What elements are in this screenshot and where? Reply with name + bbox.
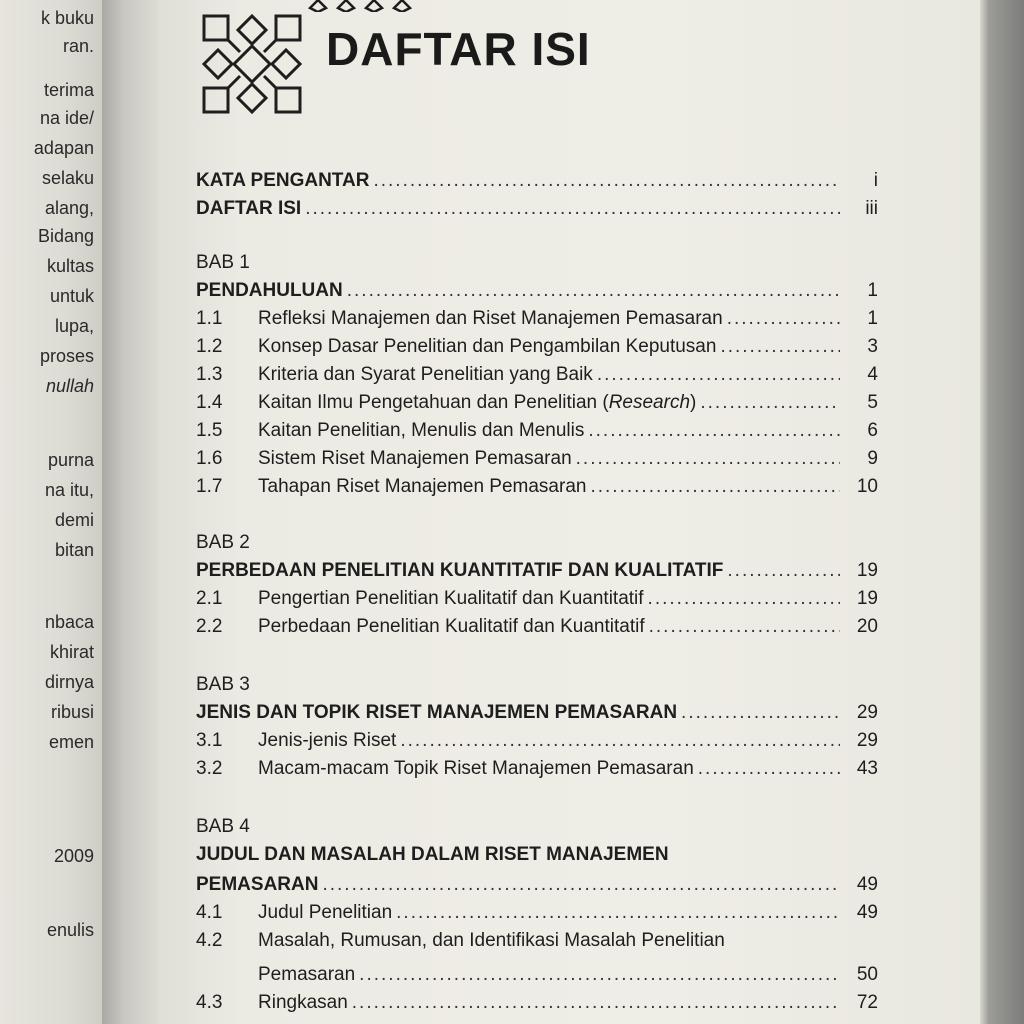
page-number: 4 xyxy=(867,364,878,385)
entry-label xyxy=(258,390,696,416)
page-number: 50 xyxy=(856,964,878,985)
page-number: i xyxy=(873,170,878,191)
left-page-text-fragment: demi xyxy=(54,510,94,530)
left-page-text-fragment: selaku xyxy=(41,168,94,188)
chapter-title-line: JUDUL DAN MASALAH DALAM RISET MANAJEMEN xyxy=(196,844,669,865)
chapter-number: BAB 2 xyxy=(196,532,250,553)
section-entry xyxy=(196,334,878,360)
entry-label: Kriteria dan Syarat Penelitian yang Baik xyxy=(258,364,593,385)
section-entry xyxy=(196,614,878,640)
section-entry xyxy=(196,990,878,1016)
dot-leader xyxy=(681,700,840,726)
page-number: 43 xyxy=(856,758,878,779)
dot-leader xyxy=(597,362,840,388)
left-page-text-fragment: enulis xyxy=(46,920,94,940)
dot-leader xyxy=(347,278,840,304)
dot-leader xyxy=(727,306,840,332)
entry-label: PENDAHULUAN xyxy=(196,280,343,301)
dot-leader xyxy=(359,962,840,988)
chapter-title-entry xyxy=(196,872,878,898)
entry-label: Perbedaan Penelitian Kualitatif dan Kuantitatif xyxy=(258,616,645,637)
dot-leader xyxy=(700,390,840,416)
section-number: 4.2 xyxy=(196,930,223,951)
chapter-title-entry xyxy=(196,278,878,304)
dot-leader xyxy=(322,872,840,898)
page-number: 49 xyxy=(856,902,878,923)
dot-leader xyxy=(352,990,840,1016)
page-number: 1 xyxy=(867,308,878,329)
section-number: 1.2 xyxy=(196,336,223,357)
entry-label: Macam-macam Topik Riset Manajemen Pemasaran xyxy=(258,758,694,779)
chapter-title-entry xyxy=(196,558,878,584)
section-entry xyxy=(196,756,878,782)
entry-label-italic: Research xyxy=(608,392,691,413)
section-number: 1.3 xyxy=(196,364,223,385)
section-number: 3.2 xyxy=(196,758,223,779)
section-number: 1.7 xyxy=(196,476,223,497)
left-page-text-fragment: lupa, xyxy=(54,316,94,336)
chapter-number: BAB 4 xyxy=(196,816,250,837)
entry-label: PERBEDAAN PENELITIAN KUANTITATIF DAN KUALITATIF xyxy=(196,560,724,581)
page-number: 29 xyxy=(856,702,878,723)
dot-leader xyxy=(576,446,840,472)
toc-entry-front xyxy=(196,196,878,222)
section-number: 4.3 xyxy=(196,992,223,1013)
section-entry xyxy=(196,586,878,612)
page-number: 3 xyxy=(867,336,878,357)
section-entry xyxy=(196,900,878,926)
section-number: 3.1 xyxy=(196,730,223,751)
section-entry-continued xyxy=(258,962,878,988)
dot-leader xyxy=(698,756,840,782)
entry-label: Ringkasan xyxy=(258,992,348,1013)
page-number: 72 xyxy=(856,992,878,1013)
left-page-text-fragment: Bidang xyxy=(37,226,94,246)
toc-entry-front xyxy=(196,168,878,194)
section-entry xyxy=(196,362,878,388)
dot-leader xyxy=(649,614,840,640)
entry-label: Refleksi Manajemen dan Riset Manajemen Pemasaran xyxy=(258,308,723,329)
entry-label: Pengertian Penelitian Kualitatif dan Kuantitatif xyxy=(258,588,644,609)
left-page-text-fragment: ran. xyxy=(62,36,94,56)
dot-leader xyxy=(396,900,840,926)
chapter-number: BAB 3 xyxy=(196,674,250,695)
entry-label: JENIS DAN TOPIK RISET MANAJEMEN PEMASARAN xyxy=(196,702,678,723)
section-number: 1.6 xyxy=(196,448,223,469)
dot-leader xyxy=(727,558,840,584)
left-page-text-fragment: na ide/ xyxy=(39,108,94,128)
section-entry xyxy=(196,728,878,754)
page-number: 49 xyxy=(856,874,878,895)
left-page-text-fragment: dirnya xyxy=(44,672,94,692)
dot-leader xyxy=(373,168,840,194)
entry-label-part: Kaitan Ilmu Pengetahuan dan Penelitian ( xyxy=(258,392,609,413)
left-page-text-fragment: nbaca xyxy=(44,612,94,632)
book-gutter xyxy=(102,0,158,1024)
left-page-text-fragment: k buku xyxy=(40,8,94,28)
left-page-text-fragment: adapan xyxy=(33,138,94,158)
page-number: 10 xyxy=(856,476,878,497)
entry-label: PEMASARAN xyxy=(196,874,319,895)
section-entry xyxy=(196,306,878,332)
section-entry xyxy=(196,418,878,444)
left-page-text-fragment: alang, xyxy=(44,198,94,218)
dot-leader xyxy=(720,334,840,360)
left-page-text-fragment: nullah xyxy=(45,376,94,396)
dot-leader xyxy=(648,586,840,612)
entry-label: Sistem Riset Manajemen Pemasaran xyxy=(258,448,572,469)
section-entry xyxy=(196,446,878,472)
entry-label: Tahapan Riset Manajemen Pemasaran xyxy=(258,476,587,497)
entry-label-part: ) xyxy=(690,392,697,413)
chapter-title-entry xyxy=(196,700,878,726)
dot-leader xyxy=(305,196,840,222)
section-entry xyxy=(196,474,878,500)
page-number: iii xyxy=(865,198,878,219)
section-number: 1.5 xyxy=(196,420,223,441)
table-of-contents-page xyxy=(158,0,980,1024)
page-number: 20 xyxy=(856,616,878,637)
entry-label: Konsep Dasar Penelitian dan Pengambilan Keputusan xyxy=(258,336,717,357)
left-page-text-fragment: ribusi xyxy=(50,702,94,722)
entry-label: Pemasaran xyxy=(258,964,356,985)
left-page-text-fragment: khirat xyxy=(49,642,94,662)
dot-leader xyxy=(590,474,840,500)
left-page-text-fragment: untuk xyxy=(49,286,94,306)
page-title: DAFTAR ISI xyxy=(326,23,591,75)
geometric-ornament-icon xyxy=(196,8,308,120)
left-page-text-fragment: kultas xyxy=(46,256,94,276)
entry-label: KATA PENGANTAR xyxy=(196,170,370,191)
entry-label: Kaitan Penelitian, Menulis dan Menulis xyxy=(258,420,585,441)
section-entry xyxy=(196,390,878,416)
entry-label: Judul Penelitian xyxy=(258,902,393,923)
left-page-text-fragment: 2009 xyxy=(53,846,94,866)
page-number: 29 xyxy=(856,730,878,751)
page-number: 19 xyxy=(856,560,878,581)
page-number: 6 xyxy=(867,420,878,441)
previous-page xyxy=(0,0,102,1024)
section-number: 4.1 xyxy=(196,902,223,923)
chapter-number: BAB 1 xyxy=(196,252,250,273)
dot-leader xyxy=(400,728,840,754)
section-number: 2.2 xyxy=(196,616,223,637)
left-page-text-fragment: proses xyxy=(39,346,94,366)
entry-label: Jenis-jenis Riset xyxy=(258,730,397,751)
page-number: 5 xyxy=(867,392,878,413)
dot-leader xyxy=(588,418,840,444)
ornament-border-icon xyxy=(308,0,416,12)
page-edge-shadow xyxy=(980,0,1024,1024)
left-page-text-fragment: bitan xyxy=(54,540,94,560)
page-number: 19 xyxy=(856,588,878,609)
page-number: 1 xyxy=(867,280,878,301)
page-number: 9 xyxy=(867,448,878,469)
section-number: 1.1 xyxy=(196,308,223,329)
section-number: 2.1 xyxy=(196,588,223,609)
left-page-text-fragment: emen xyxy=(48,732,94,752)
section-number: 1.4 xyxy=(196,392,223,413)
left-page-text-fragment: terima xyxy=(43,80,94,100)
left-page-text-fragment: na itu, xyxy=(44,480,94,500)
left-page-text-fragment: purna xyxy=(47,450,94,470)
entry-label: DAFTAR ISI xyxy=(196,198,302,219)
section-label-line: Masalah, Rumusan, dan Identifikasi Masalah Penelitian xyxy=(258,930,725,951)
